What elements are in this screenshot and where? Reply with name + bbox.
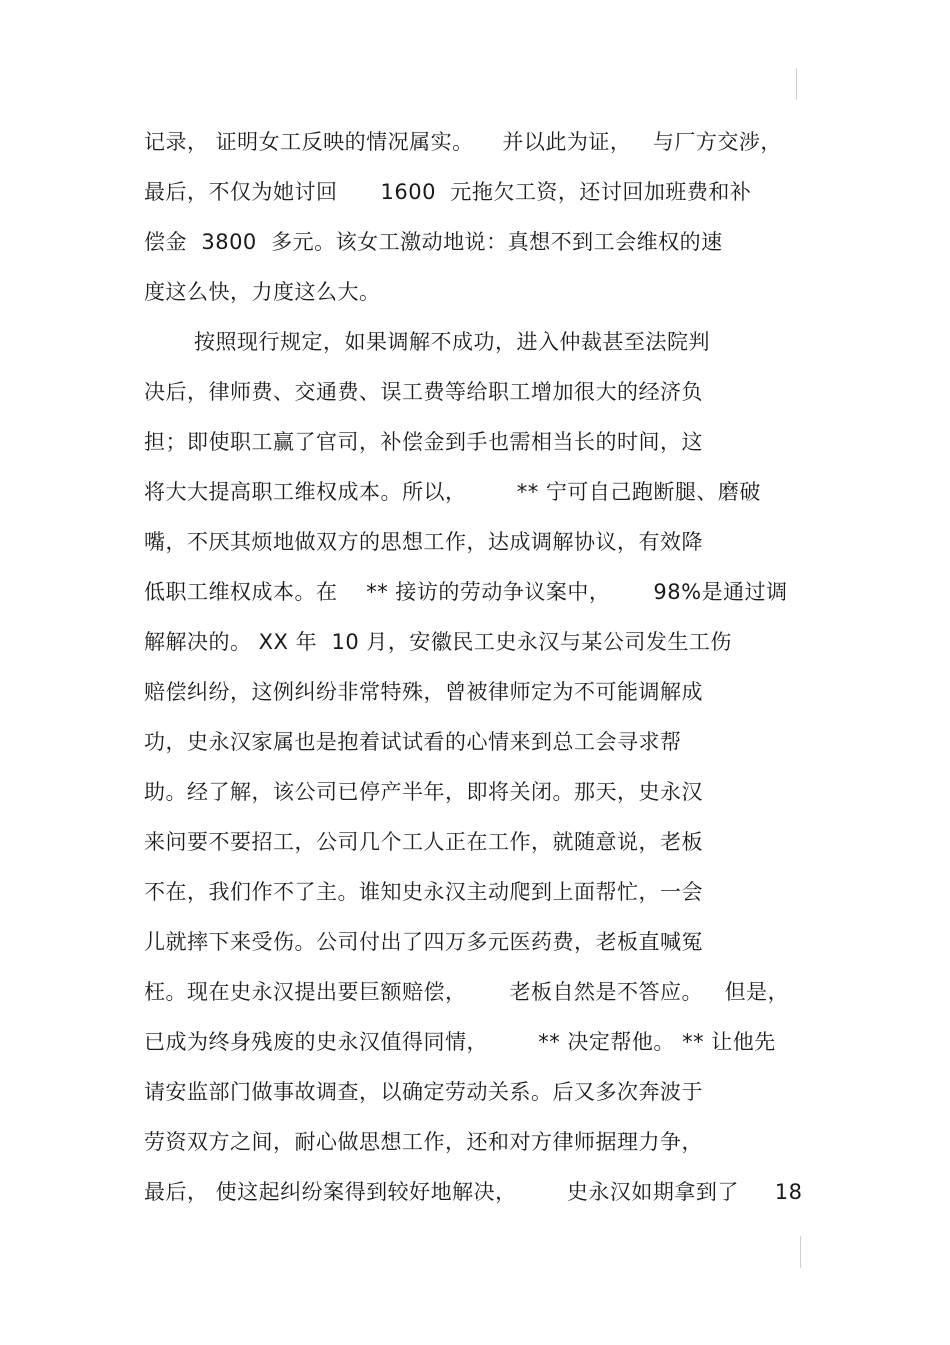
text-line: 决后，律师费、交通费、误工费等给职工增加很大的经济负: [144, 380, 703, 404]
text-line: 低职工维权成本。在 ** 接访的劳动争议案中， 98%是通过调: [144, 580, 788, 604]
text-line: 将大大提高职工维权成本。所以， ** 宁可自己跑断腿、磨破: [144, 480, 761, 504]
text-line: 解解决的。 XX 年 10 月，安徽民工史永汉与某公司发生工伤: [144, 630, 732, 654]
text-line: 记录， 证明女工反映的情况属实。 并以此为证， 与厂方交涉，: [144, 130, 782, 154]
text-line: 最后， 使这起纠纷案得到较好地解决， 史永汉如期拿到了 18: [144, 1180, 803, 1204]
text-line: 请安监部门做事故调查，以确定劳动关系。后又多次奔波于: [144, 1080, 703, 1104]
text-line: 助。经了解，该公司已停产半年，即将关闭。那天，史永汉: [144, 780, 703, 804]
bottom-right-margin-rule: [800, 1236, 801, 1268]
text-line: 最后，不仅为她讨回 1600 元拖欠工资，还讨回加班费和补: [144, 180, 752, 204]
text-line: 枉。现在史永汉提出要巨额赔偿， 老板自然是不答应。 但是，: [144, 980, 790, 1004]
text-line: 来问要不要招工，公司几个工人正在工作，就随意说，老板: [144, 830, 703, 854]
text-line: 担；即使职工赢了官司，补偿金到手也需相当长的时间，这: [144, 430, 703, 454]
text-line: 度这么快，力度这么大。: [144, 280, 381, 304]
text-line: 偿金 3800 多元。该女工激动地说：真想不到工会维权的速: [144, 230, 723, 254]
paragraph-first-line: 按照现行规定，如果调解不成功，进入仲裁甚至法院判: [194, 330, 710, 354]
text-line: 嘴，不厌其烦地做双方的思想工作，达成调解协议，有效降: [144, 530, 703, 554]
text-line: 不在，我们作不了主。谁知史永汉主动爬到上面帮忙，一会: [144, 880, 703, 904]
text-line: 已成为终身残废的史永汉值得同情， ** 决定帮他。 ** 让他先: [144, 1030, 776, 1054]
text-line: 儿就摔下来受伤。公司付出了四万多元医药费，老板直喊冤: [144, 930, 703, 954]
text-line: 功，史永汉家属也是抱着试试看的心情来到总工会寻求帮: [144, 730, 682, 754]
text-line: 劳资双方之间，耐心做思想工作，还和对方律师据理力争，: [144, 1130, 703, 1154]
text-line: 赔偿纠纷，这例纠纷非常特殊，曾被律师定为不可能调解成: [144, 680, 703, 704]
top-right-margin-rule: [796, 68, 797, 100]
